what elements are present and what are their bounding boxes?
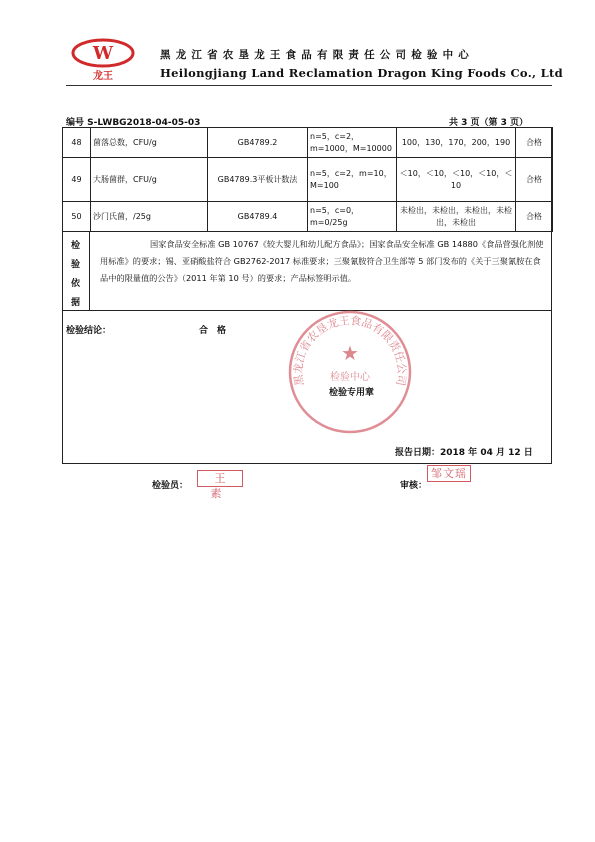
svg-text:★: ★ (341, 341, 359, 365)
header-divider (66, 85, 552, 86)
basis-text: 国家食品安全标准 GB 10767《较大婴儿和幼儿配方食品》；国家食品安全标准 GB 14880《食品营强化剂使用标准》的要求；锡、亚硝酸盐符合 GB2762-2017 标准要求；三聚氰胺符合卫生部等 5 部门发布的《关于三聚氰胺在食品中的限量值的公告》（2011 年第 10 号）的要求；产品标签明示值。 (100, 239, 544, 283)
org-name-cn: 黑龙江省农垦龙王食品有限责任公司检验中心 (160, 49, 474, 61)
logo-mark: W (92, 43, 114, 64)
table-row (63, 158, 553, 202)
verdict: 合格 (516, 158, 553, 202)
test-result: ＜10，＜10，＜10，＜10，＜10 (397, 158, 516, 202)
company-logo-icon (68, 38, 138, 82)
test-result: 未检出，未检出，未检出，未检出，未检出 (397, 202, 516, 232)
seal-special-text: 检验专用章 (329, 388, 375, 398)
verdict: 合格 (516, 202, 553, 232)
conclusion-value: 合格 (199, 326, 236, 336)
seal-ring-text: 黑龙江省农垦龙王食品有限责任公司 (291, 314, 409, 387)
reviewer-label: 审核： (400, 481, 428, 491)
verdict: 合格 (516, 128, 553, 158)
page-count: 共 3 页（第 3 页） (449, 118, 529, 128)
test-item: 沙门氏菌，/25g (91, 202, 208, 232)
table-row (63, 202, 553, 232)
test-standard: GB4789.2 (208, 128, 308, 158)
results-table (62, 127, 553, 232)
row-number: 48 (63, 128, 91, 158)
sampling-plan: n=5，c=2，m=10，M=100 (308, 158, 397, 202)
sampling-plan: n=5，c=0，m=0/25g (308, 202, 397, 232)
seal-inner-text: 检验中心 (330, 372, 370, 383)
test-item: 大肠菌群，CFU/g (91, 158, 208, 202)
basis-label-char: 据 (71, 298, 81, 308)
inspector-stamp: 王素 (197, 470, 243, 487)
inspector-label: 检验员： (152, 481, 189, 491)
conclusion-label: 检验结论： (66, 326, 112, 336)
report-date: 报告日期：2018 年 04 月 12 日 (395, 448, 533, 458)
row-number: 50 (63, 202, 91, 232)
logo-text: 龙王 (93, 71, 113, 82)
sampling-plan: n=5，c=2，m=1000，M=10000 (308, 128, 397, 158)
org-name-en: Heilongjiang Land Reclamation Dragon King Foods Co., Ltd (160, 66, 563, 80)
test-standard: GB4789.4 (208, 202, 308, 232)
test-standard: GB4789.3平板计数法 (208, 158, 308, 202)
basis-label (62, 232, 90, 311)
reviewer-stamp: 邹文瑶 (427, 465, 471, 482)
basis-label-char: 依 (71, 279, 81, 289)
test-result: 100，130，170，200，190 (397, 128, 516, 158)
test-item: 菌落总数，CFU/g (91, 128, 208, 158)
basis-label-char: 验 (71, 260, 81, 270)
basis-label-char: 检 (71, 241, 81, 251)
document-number: 编号 S-LWBG2018-04-05-03 (66, 118, 201, 128)
official-seal-icon (286, 308, 414, 436)
table-row (63, 128, 553, 158)
row-number: 49 (63, 158, 91, 202)
